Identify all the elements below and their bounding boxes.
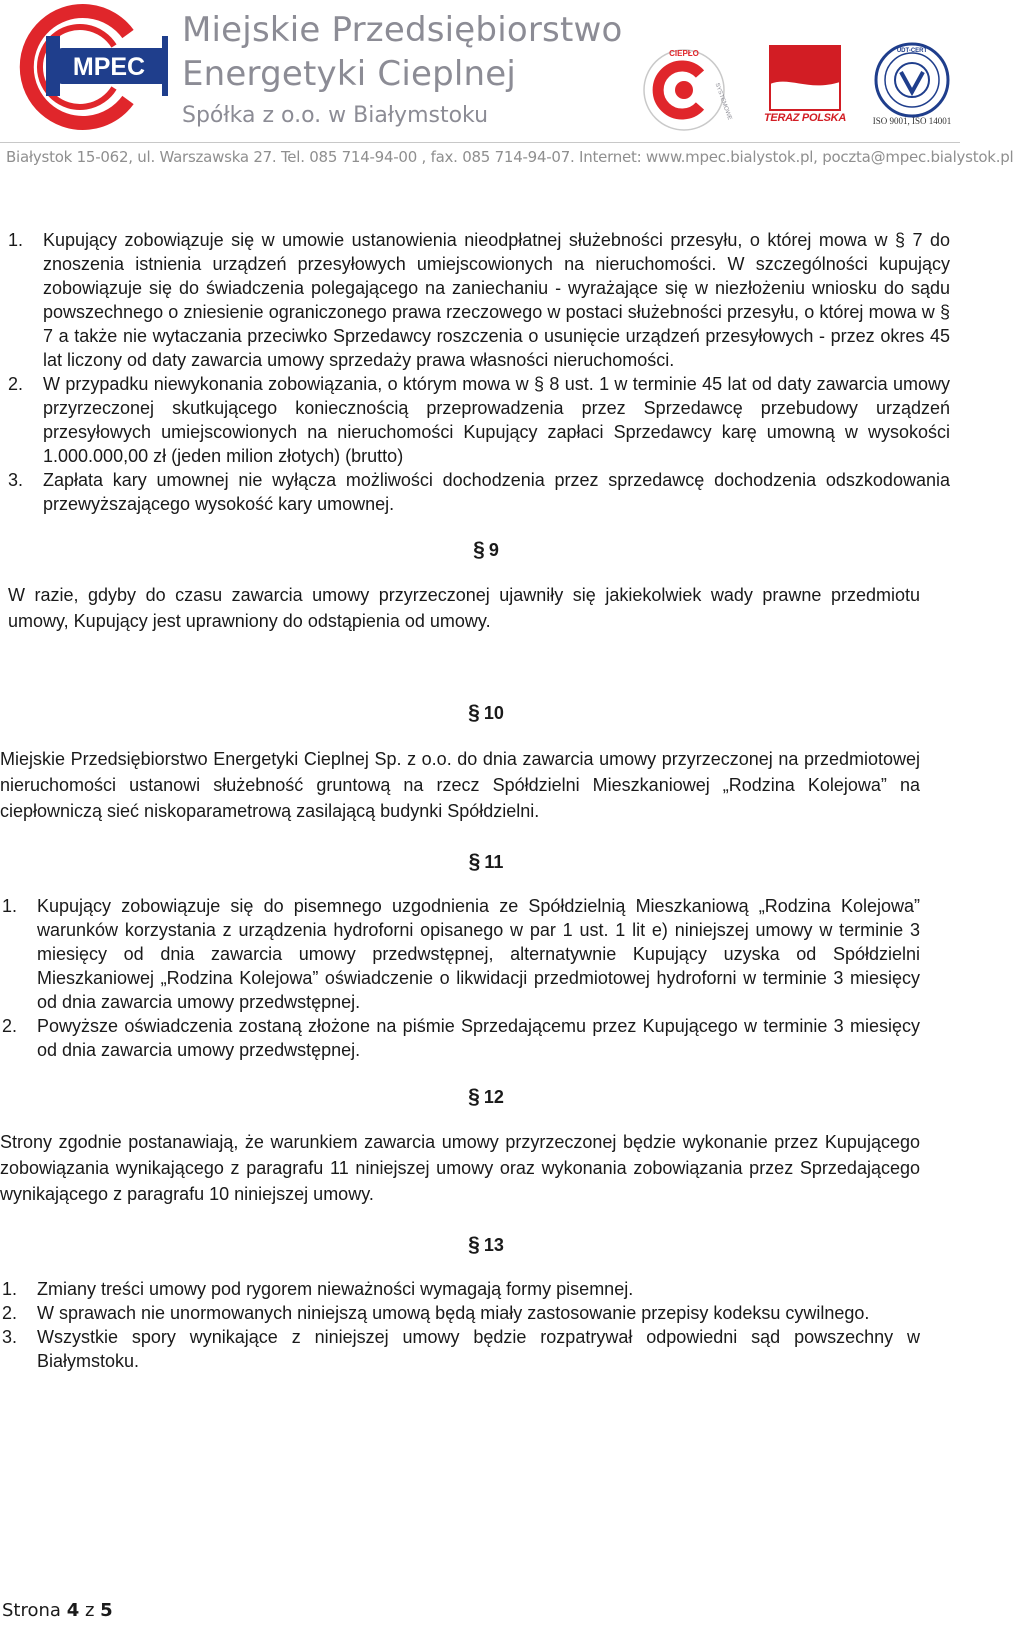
header-divider	[0, 142, 960, 143]
cieplo-systemowe-badge-icon	[638, 44, 733, 136]
list-item-number: 2.	[2, 1016, 18, 1036]
company-name-block	[182, 8, 623, 132]
list-item	[8, 468, 950, 516]
list-item-number: 1.	[8, 230, 24, 250]
section-12-paragraph: Strony zgodnie postanawiają, że warunkiem zawarcia umowy przyrzeczonej będzie wykonanie przez Kupującego zobowiązania wynikającego z paragrafu 11 niniejszej umowy oraz wykonania zobowiązania przez Sprzedającego wynikającego z paragrafu 10 niniejszej umowy.	[0, 1132, 920, 1204]
section-heading-10: § 10	[468, 701, 504, 724]
list-item-text: Zmiany treści umowy pod rygorem nieważności wymagają formy pisemnej.	[37, 1279, 634, 1299]
list-item-number: 1.	[2, 896, 18, 916]
list-item-text: Kupujący zobowiązuje się do pisemnego uzgodnienia ze Spółdzielnią Mieszkaniową „Rodzina Kolejowa” warunków korzystania z urządzenia hydroforni opisanego w par 1 ust. 1 lit e) niniejszej umowy w terminie 3 miesięcy od dnia zawarcia umowy przedwstępnej, alternatywnie Kupujący uzyska od Spółdzielni Mieszkaniowej „Rodzina Kolejowa” oświadczenie o likwidacji przedmiotowej hydroforni w terminie 3 miesięcy od dnia zawarcia umowy przedwstępnej.	[37, 896, 920, 1012]
section-10-paragraph: Miejskie Przedsiębiorstwo Energetyki Cieplnej Sp. z o.o. do dnia zawarcia umowy przyrzeczonej na przedmiotowej nieruchomości ustanowi służebność gruntową na rzecz Spółdzielni Mieszkaniowej „Rodzina Kolejowa” na ciepłowniczą sieć niskoparametrową zasilającą budynki Spółdzielni.	[0, 749, 920, 821]
section-11-list	[0, 894, 930, 1062]
list-item	[8, 372, 950, 468]
iso-cert-label: ISO 9001, ISO 14001	[872, 116, 952, 126]
list-item-number: 3.	[8, 470, 24, 490]
list-item-text: Kupujący zobowiązuje się w umowie ustanowienia nieodpłatnej służebności przesyłu, o której mowa w § 7 do znoszenia istnienia urządzeń przesyłowych umiejscowionych na nieruchomości. W szczególności kupujący zobowiązuje się do świadczenia polegającego na zaniechaniu - wyrażające się w niezłożeniu wniosku do sądu powszechnego o zniesienie ograniczonego prawa rzeczowego w postaci służebności przesyłu, o której mowa w § 7 a także nie wytaczania przeciwko Sprzedawcy roszczenia o usunięcie urządzeń przesyłowych - przez okres 45 lat liczony od daty zawarcia umowy sprzedaży prawa własności nieruchomości.	[43, 230, 950, 370]
list-item	[2, 1014, 920, 1062]
list-item-text: Zapłata kary umownej nie wyłącza możliwości dochodzenia przez sprzedawcę dochodzenia odszkodowania przewyższającego wysokość kary umownej.	[43, 470, 950, 514]
company-name-line2: Energetyki Cieplnej	[182, 54, 517, 94]
section-heading-9: § 9	[473, 538, 499, 561]
list-item-number: 2.	[8, 374, 24, 394]
section-13-list	[0, 1277, 930, 1373]
section-heading-13: § 13	[468, 1233, 504, 1256]
section-heading-11: § 11	[468, 850, 504, 873]
list-item-number: 1.	[2, 1279, 18, 1299]
section-heading-12: § 12	[468, 1085, 504, 1108]
list-item-text: W sprawach nie unormowanych niniejszą umową będą miały zastosowanie przepisy kodeksu cywilnego.	[37, 1303, 870, 1323]
list-item-text: Powyższe oświadczenia zostaną złożone na piśmie Sprzedającemu przez Kupującego w terminie 3 miesięcy od dnia zawarcia umowy przedwstępnej.	[37, 1016, 920, 1060]
list-item-text: W przypadku niewykonania zobowiązania, o którym mowa w § 8 ust. 1 w terminie 45 lat od daty zawarcia umowy przyrzeczonej skutkującego koniecznością przeprowadzenia przez Sprzedawcę przebudowy urządzeń przesyłowych umiejscowionych na nieruchomości Kupujący zapłaci Sprzedawcy karę umowną w wysokości 1.000.000,00 zł (jeden milion złotych) (brutto)	[43, 374, 950, 466]
list-item	[2, 1325, 920, 1373]
list-item-text: Wszystkie spory wynikające z niniejszej umowy będzie rozpatrywał odpowiedni sąd powszechny w Białymstoku.	[37, 1327, 920, 1371]
udt-cert-badge-icon	[874, 42, 950, 118]
letterhead	[0, 0, 1013, 170]
company-name-line3: Spółka z o.o. w Białymstoku	[182, 103, 489, 128]
svg-text:SYSTEMOWE: SYSTEMOWE	[713, 82, 733, 122]
list-item	[8, 228, 950, 372]
list-item	[2, 894, 920, 1014]
svg-text:MPEC: MPEC	[72, 53, 146, 81]
list-item	[2, 1277, 920, 1301]
svg-text:CIEPŁO: CIEPŁO	[669, 49, 699, 58]
current-page-number: 4	[66, 1600, 80, 1621]
company-name-line1: Miejskie Przedsiębiorstwo	[182, 10, 623, 50]
document-body	[0, 228, 960, 1373]
list-item	[2, 1301, 920, 1325]
section-8-list	[0, 228, 960, 516]
svg-text:UDT-CERT: UDT-CERT	[896, 48, 928, 54]
page-number: Strona 4 z 5	[2, 1600, 113, 1621]
company-address: Białystok 15-062, ul. Warszawska 27. Tel. 085 714-94-00 , fax. 085 714-94-07. Internet: www.mpec.bialystok.pl, poczta@mpec.bialystok.pl	[6, 148, 1013, 166]
list-item-number: 3.	[2, 1327, 18, 1347]
list-item-number: 2.	[2, 1303, 18, 1323]
total-page-count: 5	[100, 1600, 113, 1621]
teraz-polska-label: TERAZ POLSKA	[764, 112, 846, 124]
section-9-paragraph: W razie, gdyby do czasu zawarcia umowy przyrzeczonej ujawniły się jakiekolwiek wady prawne przedmiotu umowy, Kupujący jest uprawniony do odstąpienia od umowy.	[8, 585, 920, 631]
mpec-logo-icon	[10, 8, 170, 124]
